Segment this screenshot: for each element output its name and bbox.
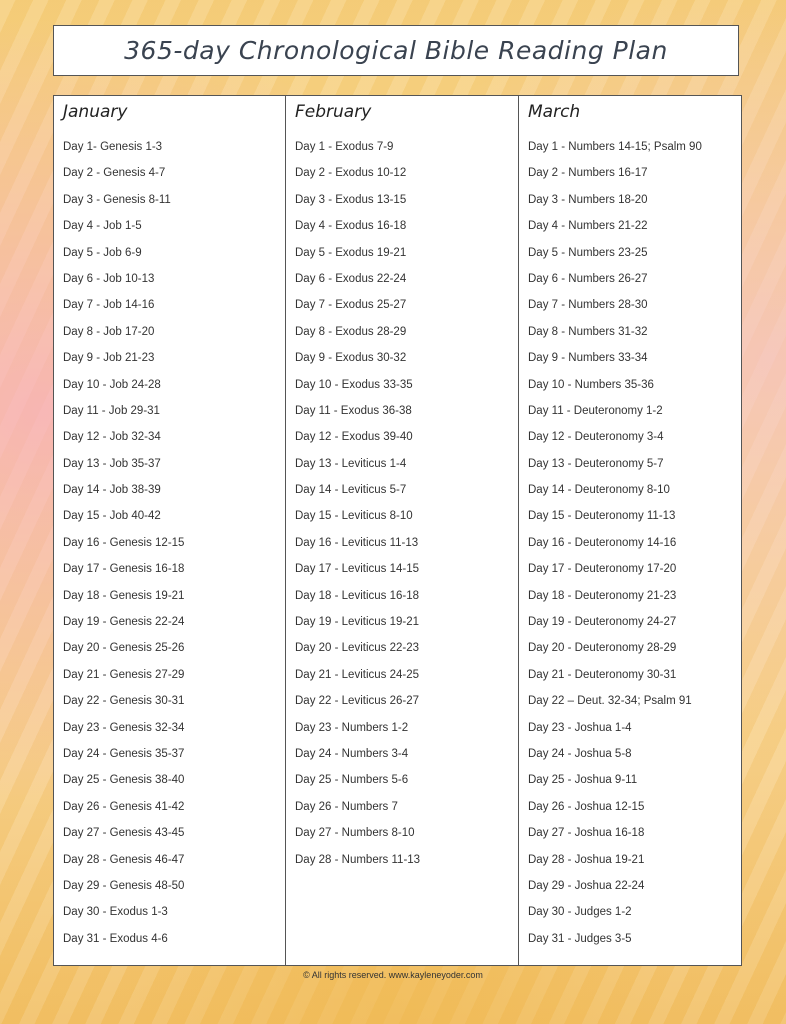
list-item: Day 29 - Genesis 48-50 [63,879,185,892]
list-item: Day 4 - Numbers 21-22 [528,220,648,233]
list-item: Day 4 - Exodus 16-18 [295,220,407,233]
list-item: Day 1 - Numbers 14-15; Psalm 90 [528,141,702,153]
list-item: Day 20 - Deuteronomy 28-29 [528,642,677,655]
month-column-february [285,96,518,965]
month-column-march [518,96,741,965]
list-item: Day 16 - Leviticus 11-13 [295,536,419,549]
list-item: Day 27 - Joshua 16-18 [528,827,645,840]
list-item: Day 25 - Genesis 38-40 [63,774,185,787]
list-item: Day 11 - Job 29-31 [63,404,160,417]
list-item: Day 21 - Genesis 27-29 [63,668,185,681]
list-item: Day 26 - Genesis 41-42 [63,800,185,813]
list-item: Day 29 - Joshua 22-24 [528,879,645,892]
list-item: Day 31 - Judges 3-5 [528,932,632,945]
list-item: Day 14 - Job 38-39 [63,484,161,497]
list-item: Day 8 - Numbers 31-32 [528,325,648,338]
list-item: Day 6 - Job 10-13 [63,272,155,285]
list-item: Day 5 - Exodus 19-21 [295,246,407,259]
list-item: Day 9 - Job 21-23 [63,352,155,365]
list-item: Day 12 - Job 32-34 [63,431,161,444]
list-item: Day 3 - Genesis 8-11 [63,193,171,206]
list-item: Day 10 - Numbers 35-36 [528,378,654,391]
list-item: Day 1 - Exodus 7-9 [295,141,394,153]
list-item: Day 18 - Deuteronomy 21-23 [528,589,677,602]
reading-plan-table [53,95,742,966]
month-heading: March [528,102,581,122]
list-item: Day 18 - Leviticus 16-18 [295,589,420,602]
list-item: Day 13 - Leviticus 1-4 [295,457,407,470]
list-item: Day 17 - Deuteronomy 17-20 [528,563,677,576]
list-item: Day 27 - Genesis 43-45 [63,827,185,840]
list-item: Day 6 - Numbers 26-27 [528,272,648,285]
list-item: Day 18 - Genesis 19-21 [63,589,185,602]
list-item: Day 16 - Deuteronomy 14-16 [528,536,677,549]
list-item: Day 21 - Deuteronomy 30-31 [528,668,677,681]
list-item: Day 14 - Leviticus 5-7 [295,484,407,497]
list-item: Day 23 - Numbers 1-2 [295,721,409,734]
list-item: Day 5 - Job 6-9 [63,246,142,259]
list-item: Day 25 - Joshua 9-11 [528,774,638,787]
day-list [295,136,516,875]
list-item: Day 3 - Numbers 18-20 [528,193,648,206]
list-item: Day 27 - Numbers 8-10 [295,827,415,840]
list-item: Day 26 - Joshua 12-15 [528,800,645,813]
list-item: Day 13 - Deuteronomy 5-7 [528,457,664,470]
list-item: Day 20 - Genesis 25-26 [63,642,185,655]
list-item: Day 3 - Exodus 13-15 [295,193,407,206]
list-item: Day 17 - Genesis 16-18 [63,563,185,576]
list-item: Day 21 - Leviticus 24-25 [295,668,420,681]
list-item: Day 28 - Joshua 19-21 [528,853,645,866]
list-item: Day 28 - Genesis 46-47 [63,853,185,866]
list-item: Day 19 - Leviticus 19-21 [295,616,420,629]
list-item: Day 23 - Genesis 32-34 [63,721,185,734]
list-item: Day 30 - Exodus 1-3 [63,906,168,919]
list-item: Day 24 - Numbers 3-4 [295,747,409,760]
page-title: 365-day Chronological Bible Reading Plan [124,36,668,65]
list-item: Day 7 - Job 14-16 [63,299,155,312]
list-item: Day 2 - Genesis 4-7 [63,167,166,180]
list-item: Day 24 - Genesis 35-37 [63,747,185,760]
list-item: Day 9 - Exodus 30-32 [295,352,407,365]
list-item: Day 19 - Genesis 22-24 [63,616,185,629]
list-item: Day 17 - Leviticus 14-15 [295,563,420,576]
list-item: Day 10 - Exodus 33-35 [295,378,413,391]
list-item: Day 22 – Deut. 32-34; Psalm 91 [528,695,692,708]
list-item: Day 20 - Leviticus 22-23 [295,642,420,655]
list-item: Day 2 - Numbers 16-17 [528,167,648,180]
list-item: Day 26 - Numbers 7 [295,800,398,813]
list-item: Day 5 - Numbers 23-25 [528,246,648,259]
list-item: Day 30 - Judges 1-2 [528,906,632,919]
list-item: Day 15 - Leviticus 8-10 [295,510,413,523]
list-item: Day 6 - Exodus 22-24 [295,272,407,285]
list-item: Day 15 - Job 40-42 [63,510,161,523]
list-item: Day 7 - Numbers 28-30 [528,299,648,312]
list-item: Day 16 - Genesis 12-15 [63,536,185,549]
list-item: Day 25 - Numbers 5-6 [295,774,409,787]
list-item: Day 23 - Joshua 1-4 [528,721,632,734]
list-item: Day 12 - Exodus 39-40 [295,431,413,444]
list-item: Day 22 - Genesis 30-31 [63,695,185,708]
list-item: Day 9 - Numbers 33-34 [528,352,648,365]
list-item: Day 24 - Joshua 5-8 [528,747,632,760]
list-item: Day 11 - Deuteronomy 1-2 [528,404,663,417]
list-item: Day 28 - Numbers 11-13 [295,853,421,866]
month-heading: February [295,102,372,122]
list-item: Day 12 - Deuteronomy 3-4 [528,431,664,444]
list-item: Day 8 - Job 17-20 [63,325,155,338]
list-item: Day 1- Genesis 1-3 [63,141,163,153]
day-list [63,136,283,954]
list-item: Day 10 - Job 24-28 [63,378,161,391]
list-item: Day 11 - Exodus 36-38 [295,404,412,417]
month-column-january [54,96,285,965]
list-item: Day 15 - Deuteronomy 11-13 [528,510,676,523]
title-box [53,25,739,76]
copyright-footer: © All rights reserved. www.kayleneyoder.com [303,970,483,980]
list-item: Day 8 - Exodus 28-29 [295,325,407,338]
list-item: Day 13 - Job 35-37 [63,457,161,470]
list-item: Day 19 - Deuteronomy 24-27 [528,616,677,629]
list-item: Day 2 - Exodus 10-12 [295,167,407,180]
list-item: Day 4 - Job 1-5 [63,220,142,233]
list-item: Day 31 - Exodus 4-6 [63,932,168,945]
list-item: Day 7 - Exodus 25-27 [295,299,407,312]
day-list [528,136,739,954]
list-item: Day 14 - Deuteronomy 8-10 [528,484,670,497]
list-item: Day 22 - Leviticus 26-27 [295,695,420,708]
month-heading: January [63,102,128,122]
